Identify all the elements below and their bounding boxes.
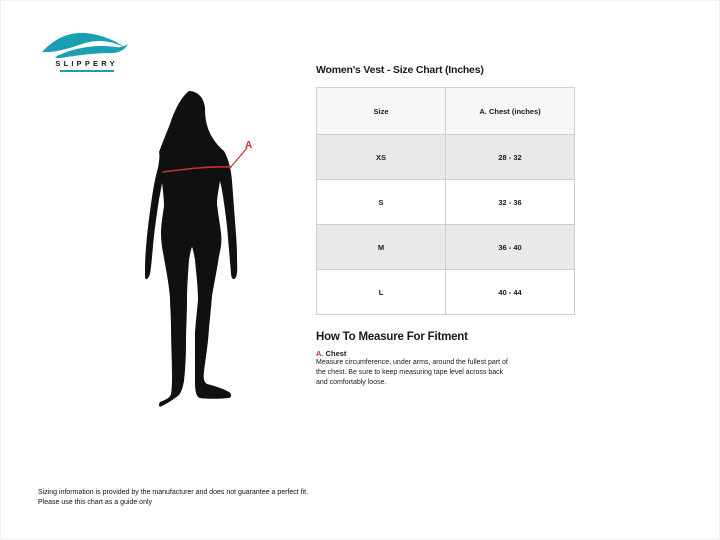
cell-size: XS [317,135,446,180]
measure-label-a: A [245,140,253,151]
cell-size: M [317,225,446,270]
size-chart-table [316,87,575,315]
measure-item-label [316,349,346,358]
disclaimer [38,488,308,508]
measure-leader-line [230,148,247,168]
cell-size: L [317,270,446,315]
brand-name: SLIPPERY [55,59,118,68]
table-row-l [317,270,575,315]
cell-chest-range: 32 - 36 [446,180,575,225]
table-row-m [317,225,575,270]
column-header-chest: A. Chest (inches) [446,88,575,135]
disclaimer-line-1: Sizing information is provided by the manufacturer and does not guarantee a perfect fit. [38,489,309,496]
disclaimer-line-2: Please use this chart as a guide only [38,499,153,506]
measure-item-key: A. [316,349,324,358]
measure-item-name: Chest [325,349,347,358]
measure-item-description: Measure circumference, under arms, around the fullest part of the chest. Be sure to keep measuring tape level across back and comfortably loose. [316,359,508,386]
page-title: Women's Vest - Size Chart (Inches) [316,64,484,76]
measure-section-heading: How To Measure For Fitment [316,331,468,343]
woman-silhouette-icon [141,86,271,416]
wave-icon [41,31,129,59]
table-row-s [317,180,575,225]
brand-underline [60,70,114,72]
cell-size: S [317,180,446,225]
table-header-row [317,88,575,135]
silhouette-shape [145,91,237,407]
column-header-size: Size [317,88,446,135]
cell-chest-range: 28 - 32 [446,135,575,180]
cell-chest-range: 40 - 44 [446,270,575,315]
table-row-xs [317,135,575,180]
cell-chest-range: 36 - 40 [446,225,575,270]
